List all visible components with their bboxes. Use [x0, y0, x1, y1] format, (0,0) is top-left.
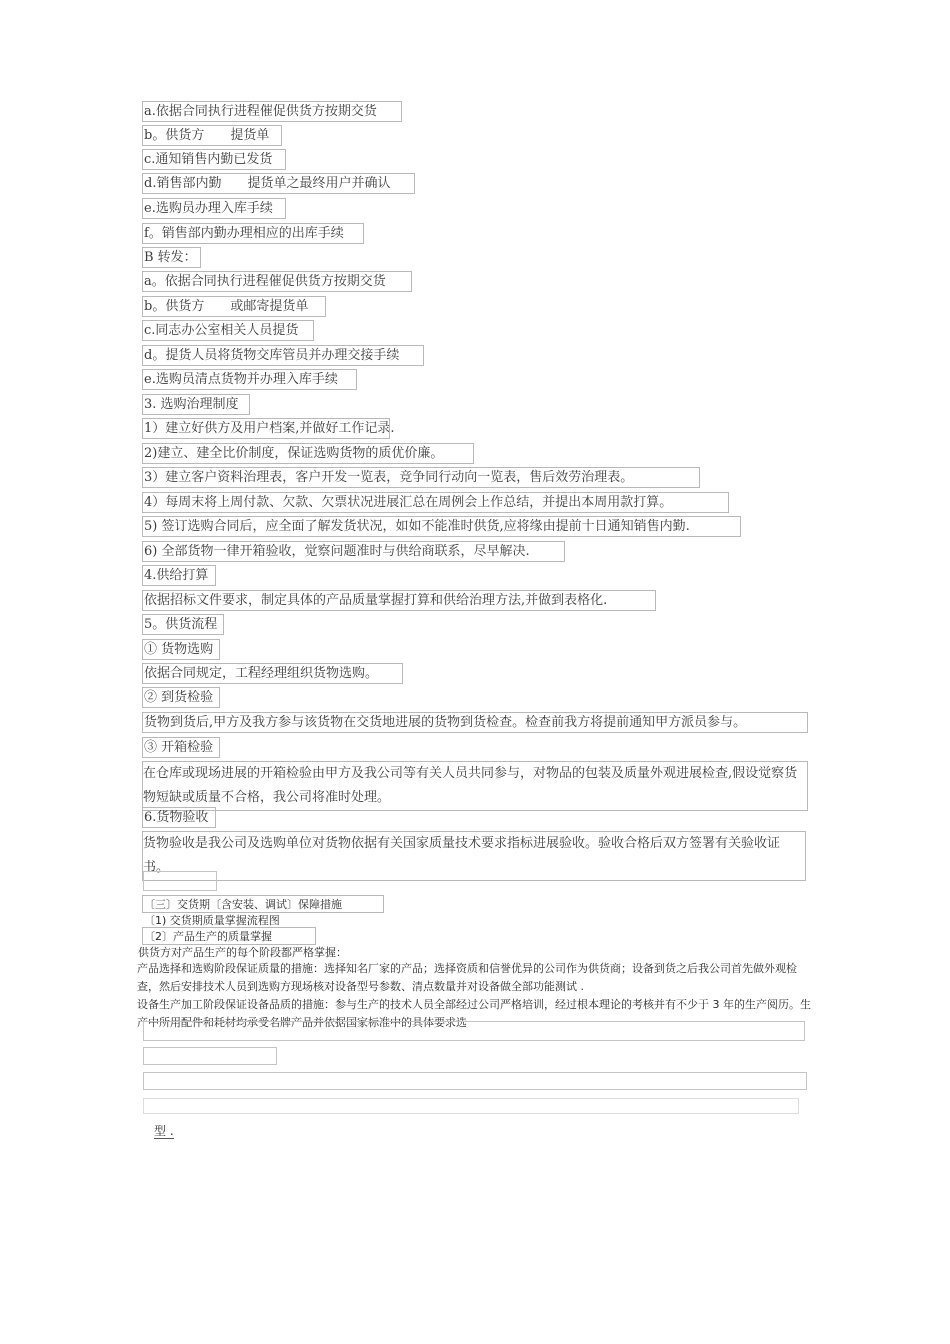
empty-box-4 — [143, 1072, 807, 1090]
step-1-title: ① 货物选购 — [143, 640, 219, 659]
step-2-title: ② 到货检验 — [143, 688, 219, 707]
section-6-text: 货物验收是我公司及选购单位对货物依据有关国家质量技术要求指标进展验收。验收合格后双方签署有关验收证书。 — [143, 832, 805, 880]
delivery-p2: 设备生产加工阶段保证设备品质的措施：参与生产的技术人员全部经过公司严格培训，经过根本理论的考核并有不少于 3 年的生产阅历。生产中所用配件和耗材均承受名牌产品并依据国家标准中的具体要求选 — [137, 998, 811, 1029]
line-a-1: a.依据合同执行进程催促供货方按期交货 — [143, 102, 401, 121]
line-a-4: d.销售部内勤 提货单之最终用户并确认 — [143, 174, 414, 193]
step-1-text: 依据合同规定，工程经理组织货物选购。 — [143, 664, 402, 683]
line-b-1: a。依据合同执行进程催促供货方按期交货 — [143, 272, 411, 291]
line-a-2: b。供货方 提货单 — [143, 126, 281, 145]
end-text: 型 . — [154, 1124, 174, 1138]
step-3-title: ③ 开箱检验 — [143, 738, 219, 757]
empty-box-3 — [143, 1047, 277, 1065]
section-5-title: 5。供货流程 — [143, 615, 223, 634]
step-2-text: 货物到货后,甲方及我方参与该货物在交货地进展的货物到货检查。检查前我方将提前通知甲方派员参与。 — [143, 713, 807, 732]
line-b-2: b。供货方 或邮寄提货单 — [143, 297, 325, 316]
line-a-5: e.选购员办理入库手续 — [143, 199, 285, 218]
section-3-title: 3. 选购治理制度 — [143, 395, 249, 414]
section-3-item-2: 2)建立、建全比价制度，保证选购货物的质优价廉。 — [143, 444, 473, 463]
delivery-p1: 产品选择和选购阶段保证质量的措施：选择知名厂家的产品；选择资质和信誉优异的公司作为供货商；设备到货之后我公司首先做外观检查，然后安排技术人员到选购方现场核对设备型号参数、清点数量并对设备做全部功能测试 . — [137, 962, 797, 993]
section-3-item-4: 4）每周末将上周付款、欠款、欠票状况进展汇总在周例会上作总结，并提出本周用款打算。 — [143, 493, 728, 512]
delivery-sub-2: 〔2〕产品生产的质量掌握 — [143, 928, 315, 944]
section-3-item-6: 6) 全部货物一律开箱验收，觉察问题准时与供给商联系，尽早解决. — [143, 542, 564, 561]
section-3-item-3: 3）建立客户资料治理表，客户开发一览表，竞争同行动向一览表，售后效劳治理表。 — [143, 468, 699, 487]
delivery-title: 〔三〕交货期〔含安装、调试〕保障措施 — [143, 896, 383, 912]
empty-box-5 — [143, 1098, 799, 1114]
delivery-intro: 供货方对产品生产的每个阶段都严格掌握： — [138, 946, 347, 959]
line-a-3: c.通知销售内勤已发货 — [143, 150, 285, 169]
line-b-4: d。提货人员将货物交库管员并办理交接手续 — [143, 346, 423, 365]
section-4-text: 依据招标文件要求，制定具体的产品质量掌握打算和供给治理方法,并做到表格化. — [143, 591, 655, 610]
section-6-title: 6.货物验收 — [143, 808, 215, 827]
section-4-title: 4.供给打算 — [143, 566, 215, 585]
section-b-title: B 转发： — [143, 248, 200, 267]
line-b-5: e.选购员清点货物并办理入库手续 — [143, 370, 356, 389]
line-a-6: f。销售部内勤办理相应的出库手续 — [143, 224, 363, 243]
line-b-3: c.同志办公室相关人员提货 — [143, 321, 313, 340]
delivery-sub-1: 〔1) 交货期质量掌握流程图 — [144, 914, 280, 927]
section-3-item-5: 5) 签订选购合同后，应全面了解发货状况，如如不能准时供货,应将缘由提前十日通知销售内勤. — [143, 517, 740, 536]
empty-box-2 — [143, 1021, 805, 1041]
empty-box-1 — [143, 871, 217, 891]
section-3-item-1: 1）建立好供方及用户档案,并做好工作记录. — [144, 421, 395, 436]
step-3-text: 在仓库或现场进展的开箱检验由甲方及我公司等有关人员共同参与，对物品的包装及质量外观进展检查,假设觉察货物短缺或质量不合格，我公司将准时处理。 — [143, 762, 807, 810]
